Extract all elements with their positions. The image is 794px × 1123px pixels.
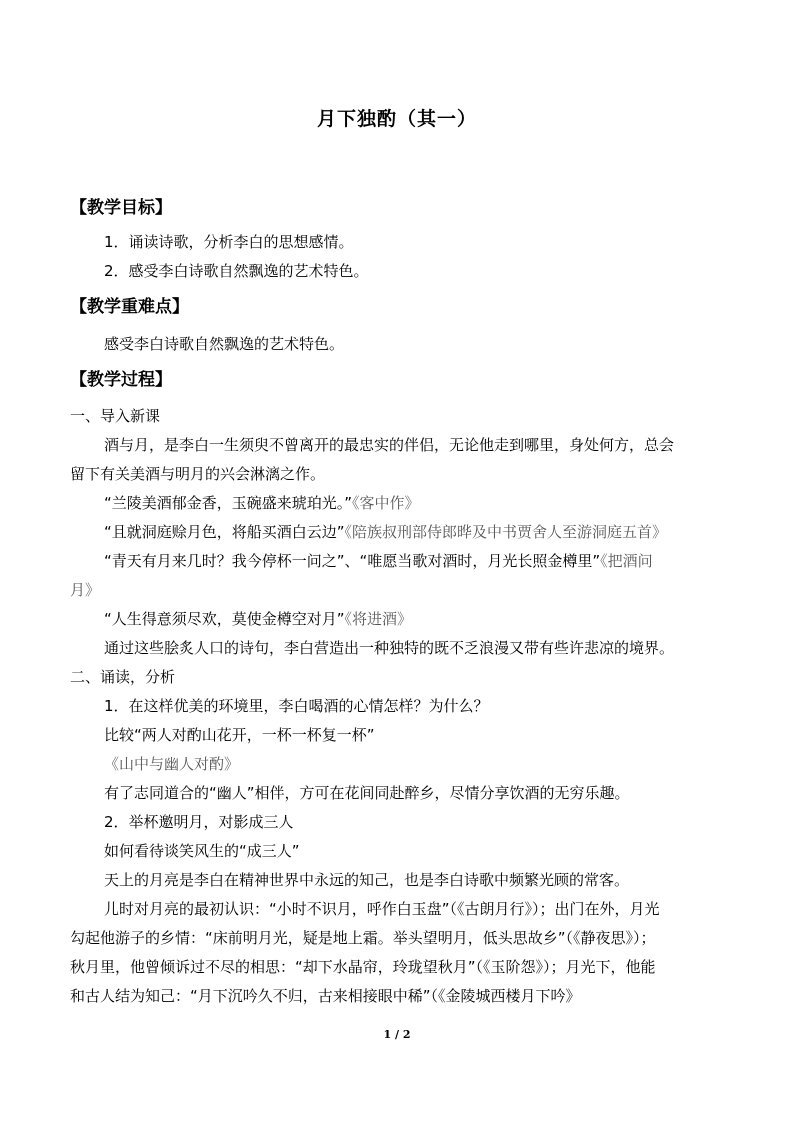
part2-question-1: 1．在这样优美的环境里，李白喝酒的心情怎样？为什么？	[104, 697, 489, 715]
page-number: 1 / 2	[383, 1028, 411, 1041]
key-point-text: 感受李白诗歌自然飘逸的艺术特色。	[104, 335, 345, 353]
section-heading-goals: 【教学目标】	[70, 198, 172, 218]
part2-heading: 二、诵读，分析	[70, 668, 176, 686]
quote-1-source: 《客中作》	[352, 494, 420, 512]
quote-1-text: “兰陵美酒郁金香，玉碗盛来琥珀光。”	[104, 494, 353, 512]
section-heading-process: 【教学过程】	[70, 370, 172, 390]
part1-heading: 一、导入新课	[70, 407, 161, 425]
part2-compare-source: 《山中与幽人对酌》	[104, 755, 240, 773]
quote-4-source: 《将进酒》	[344, 610, 413, 628]
part1-intro-line-2: 留下有关美酒与明月的兴会淋漓之作。	[70, 465, 326, 483]
quote-2-text: “且就洞庭赊月色，将船买酒白云边”	[104, 523, 345, 541]
quote-4	[104, 609, 412, 629]
quote-1	[104, 493, 420, 513]
page-title: 月下独酌（其一）	[316, 108, 477, 130]
quote-4-text: “人生得意须尽欢，莫使金樽空对月”	[104, 610, 345, 628]
quote-3-source-a: 《把酒问	[600, 552, 653, 570]
part1-intro-line-1: 酒与月，是李白一生须臾不曾离开的最忠实的伴侣，无论他走到哪里，身处何方，总会	[104, 436, 675, 454]
part2-paragraph-3-line-3: 秋月里，他曾倾诉过不尽的相思：“却下水晶帘，玲珑望秋月”（《玉阶怨》）；月光下，他能	[70, 958, 656, 976]
part2-question-2-sub: 如何看待谈笑风生的“成三人”	[104, 842, 300, 860]
quote-2	[104, 522, 667, 542]
quote-3-text: “青天有月来几时？我今停杯一问之”、“唯愿当歌对酒时，月光长照金樽里”	[104, 552, 601, 570]
quote-3-source-b: 月》	[70, 581, 101, 599]
part2-question-2: 2．举杯邀明月，对影成三人	[104, 813, 294, 831]
goal-item-1: 1．诵读诗歌，分析李白的思想感情。	[104, 233, 354, 251]
part2-paragraph-3-line-4: 和古人结为知己：“月下沉吟久不归，古来相接眼中稀”（《金陵城西楼月下吟》	[70, 987, 581, 1005]
section-heading-key-points: 【教学重难点】	[70, 297, 189, 317]
part2-paragraph-3-line-1: 儿时对月亮的最初认识：“小时不识月，呼作白玉盘”（《古朗月行》）；出门在外，月光	[104, 900, 660, 918]
quote-2-source: 《陪族叔刑部侍郎晔及中书贾舍人至游洞庭五首》	[344, 523, 668, 541]
part2-paragraph-1: 有了志同道合的“幽人”相伴，方可在花间同赴醉乡，尽情分享饮酒的无穷乐趣。	[104, 784, 630, 802]
goal-item-2: 2．感受李白诗歌自然飘逸的艺术特色。	[104, 262, 369, 280]
part2-compare: 比较“两人对酌山花开，一杯一杯复一杯”	[104, 726, 375, 744]
part1-summary: 通过这些脍炙人口的诗句，李白营造出一种独特的既不乏浪漫又带有些许悲凉的境界。	[104, 639, 675, 657]
part2-paragraph-2: 天上的月亮是李白在精神世界中永远的知己，也是李白诗歌中频繁光顾的常客。	[104, 871, 630, 889]
quote-3	[104, 551, 653, 571]
part2-paragraph-3-line-2: 勾起他游子的乡情：“床前明月光，疑是地上霜。举头望明月，低头思故乡”（《静夜思》）；	[70, 929, 656, 947]
